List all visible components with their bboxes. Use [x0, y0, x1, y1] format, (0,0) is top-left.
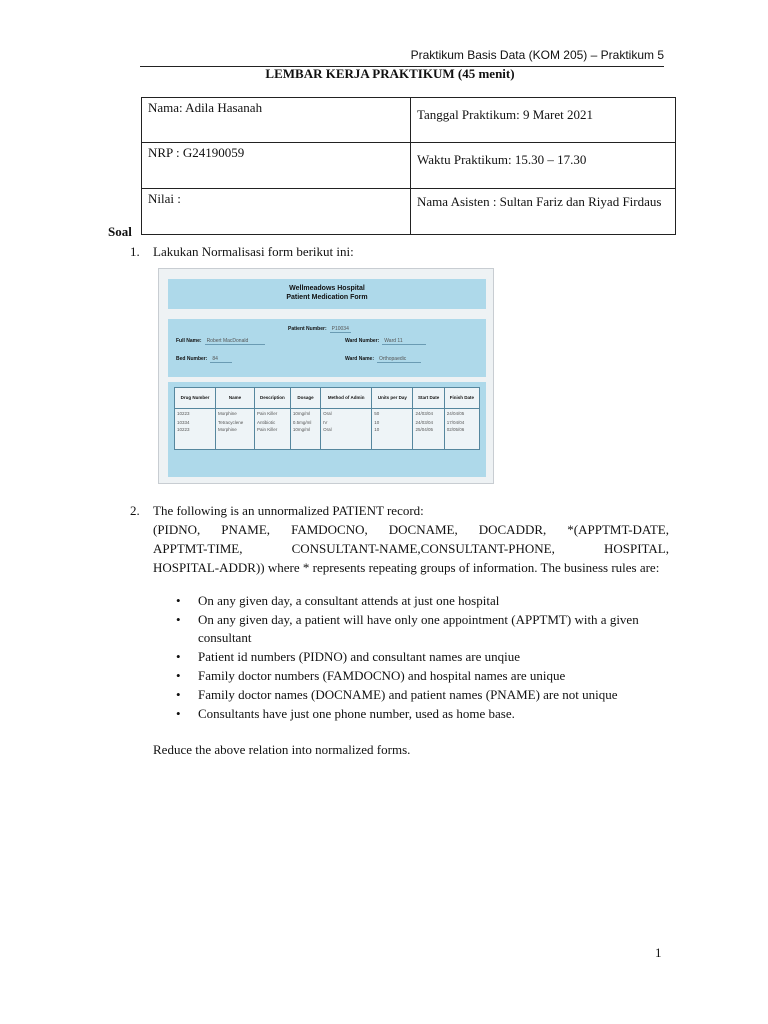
list-item: • On any given day, a patient will have only one appointment (APPTMT) with a given consultant: [176, 612, 639, 645]
form-title-hospital: Wellmeadows Hospital: [289, 285, 365, 292]
medication-table: [174, 387, 480, 450]
question-1-text: Lakukan Normalisasi form berikut ini:: [153, 244, 354, 259]
medication-table-panel: [168, 382, 486, 477]
question-2-number: 2.: [130, 503, 140, 518]
col-name: Name: [215, 388, 254, 409]
record-line-1: (PIDNO, PNAME, FAMDOCNO, DOCNAME, DOCADDR, *(APPTMT-DATE,: [153, 522, 669, 537]
info-table: [141, 97, 676, 235]
question-2-intro: The following is an unnormalized PATIENT record:: [153, 503, 424, 518]
col-finish-date: Finish Date: [444, 388, 479, 409]
info-nama: Nama: Adila Hasanah: [142, 98, 411, 143]
col-method: Method of Admin: [321, 388, 372, 409]
form-patient-details: [168, 319, 486, 377]
list-item: • Patient id numbers (PIDNO) and consultant names are unqiue: [176, 649, 521, 664]
bullet-icon: •: [176, 668, 181, 683]
list-item: • Family doctor names (DOCNAME) and patient names (PNAME) are not unique: [176, 687, 618, 702]
col-dosage: Dosage: [290, 388, 320, 409]
col-units: Units per Day: [372, 388, 413, 409]
list-item: • On any given day, a consultant attends at just one hospital: [176, 593, 500, 608]
full-name-field: Full Name: Robert MacDonald: [176, 338, 265, 345]
col-description: Description: [255, 388, 291, 409]
question-2: [130, 503, 424, 519]
soal-heading: Soal: [108, 224, 132, 239]
bullet-icon: •: [176, 593, 181, 608]
reduce-instruction: Reduce the above relation into normalized forms.: [153, 742, 411, 757]
business-rules-list: [176, 592, 676, 724]
question-1-number: 1.: [130, 244, 140, 259]
sheet-title: LEMBAR KERJA PRAKTIKUM (45 menit): [265, 66, 515, 81]
table-row: 10223 Morphine Pain Killer 10mg/ml Oral 10 25/04/05 02/05/06: [175, 427, 480, 450]
list-item: • Family doctor numbers (FAMDOCNO) and hospital names are unique: [176, 668, 566, 683]
form-title-name: Patient Medication Form: [286, 294, 368, 301]
running-header: Praktikum Basis Data (KOM 205) – Praktikum 5: [410, 48, 664, 62]
record-line-2: APPTMT-TIME, CONSULTANT-NAME,CONSULTANT-PHONE, HOSPITAL,: [153, 541, 669, 556]
info-waktu: Waktu Praktikum: 15.30 – 17.30: [411, 143, 676, 189]
info-asisten: Nama Asisten : Sultan Fariz dan Riyad Firdaus: [411, 189, 676, 235]
bullet-icon: •: [176, 649, 181, 664]
bullet-icon: •: [176, 612, 181, 627]
medication-table-header: [175, 388, 480, 409]
patient-record-definition: [153, 520, 669, 577]
form-title-banner: [168, 279, 486, 309]
table-row: 10334 Tetracyclene Antibiotic 0.5mg/ml IV 10 24/03/04 17/04/04: [175, 418, 480, 427]
table-row: 10223 Morphine Pain Killer 10mg/ml Oral 50 24/03/04 24/04/05: [175, 409, 480, 419]
patient-medication-form-image: [158, 268, 494, 484]
ward-number-field: Ward Number: Ward 11: [345, 338, 426, 345]
list-item: • Consultants have just one phone number, used as home base.: [176, 706, 515, 721]
bullet-icon: •: [176, 687, 181, 702]
info-nrp: NRP : G24190059: [142, 143, 411, 189]
col-drug-number: Drug Number: [175, 388, 216, 409]
ward-name-field: Ward Name: Orthopaedic: [345, 356, 421, 363]
info-nilai: Nilai :: [142, 189, 411, 235]
page-number: 1: [655, 945, 662, 960]
bed-number-field: Bed Number: 84: [176, 356, 232, 363]
question-1: [130, 244, 354, 260]
info-tanggal: Tanggal Praktikum: 9 Maret 2021: [411, 98, 676, 143]
col-start-date: Start Date: [413, 388, 444, 409]
record-line-3: HOSPITAL-ADDR)) where * represents repeating groups of information. The business rules are:: [153, 560, 660, 575]
bullet-icon: •: [176, 706, 181, 721]
patient-number-field: Patient Number: P10034: [288, 326, 349, 332]
